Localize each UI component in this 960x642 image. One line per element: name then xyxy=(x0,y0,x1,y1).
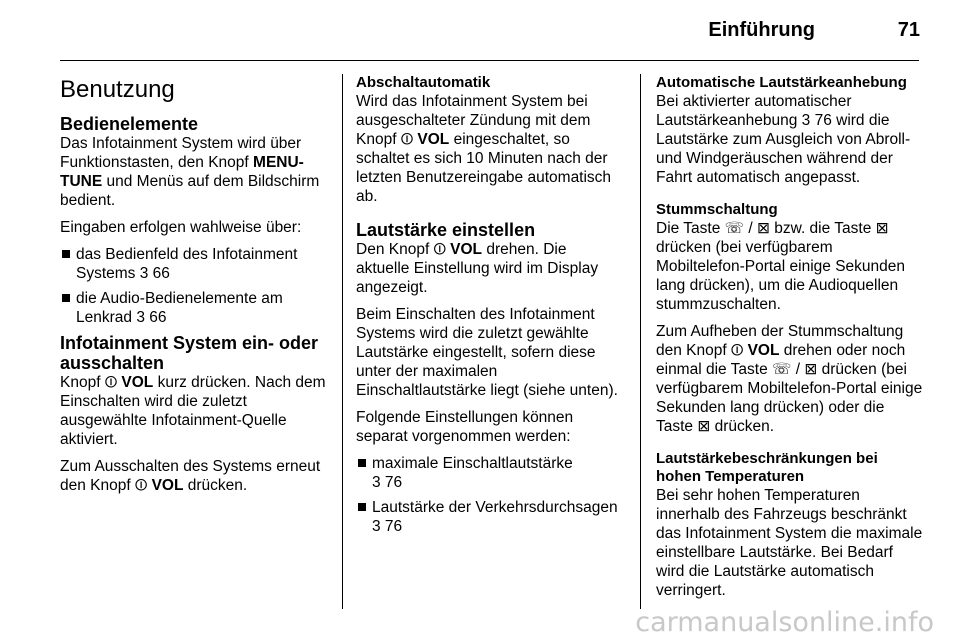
heading-ein-ausschalten: Infotainment System ein- oder ausschalten xyxy=(60,333,319,373)
power-icon: ⏼ xyxy=(104,374,118,391)
heading-automatische-lautstaerkeanhebung: Automatische Lautstärkeanhebung xyxy=(656,74,907,91)
list-item xyxy=(60,289,328,327)
chapter-title: Einführung xyxy=(708,19,815,41)
knob-name: VOL xyxy=(747,342,780,359)
page-reference: 3 76 xyxy=(801,112,832,129)
text: Zum Ausschalten des Systems erneut den Knopf xyxy=(60,458,321,494)
power-icon: ⏼ xyxy=(730,342,744,359)
heading-lautstaerkebeschraenkungen: Lautstärkebeschränkungen bei hohen Temperaturen xyxy=(656,450,878,485)
page-reference: 3 76 xyxy=(372,518,403,535)
text: drehen oder noch einmal die Taste ☏ / ⊠ drücken (bei verfügbarem Mobiltelefon-Portal einige Sekunden lang drücken) oder die Taste ⊠ drücken. xyxy=(656,342,923,435)
section-title: Benutzung xyxy=(60,76,175,103)
paragraph xyxy=(656,92,924,187)
column-2 xyxy=(356,74,624,542)
page-reference: 3 66 xyxy=(136,309,167,326)
text: und Menüs auf dem Bildschirm bedient. xyxy=(60,173,320,209)
paragraph: Folgende Einstellungen können separat vorgenommen werden: xyxy=(356,409,574,445)
knob-name: VOL xyxy=(151,477,184,494)
text: Bei aktivierter automatischer Lautstärkeanhebung xyxy=(656,93,852,129)
text: Wird das Infotainment System bei ausgeschalteter Zündung mit dem Knopf xyxy=(356,93,591,148)
text: Knopf xyxy=(60,374,105,391)
column-3 xyxy=(656,74,924,608)
power-icon: ⏼ xyxy=(134,477,148,494)
list-item xyxy=(356,454,624,492)
paragraph: Eingaben erfolgen wahlweise über: xyxy=(60,219,302,236)
column-1 xyxy=(60,74,328,503)
paragraph xyxy=(60,457,328,495)
paragraph xyxy=(60,373,328,449)
knob-name: MENU-TUNE xyxy=(60,154,304,190)
heading-lautstaerke-einstellen: Lautstärke einstellen xyxy=(356,220,536,240)
paragraph xyxy=(356,92,624,206)
text: Das Infotainment System wird über Funktionstasten, den Knopf xyxy=(60,135,302,171)
watermark: carmanualsonline.info xyxy=(635,607,934,638)
text: Zum Aufheben der Stummschaltung den Knopf xyxy=(656,323,904,359)
power-icon: ⏼ xyxy=(400,131,414,148)
list-item xyxy=(356,498,624,536)
list-item-text: Lautstärke der Verkehrsdurchsagen xyxy=(372,499,618,516)
paragraph: Die Taste ☏ / ⊠ bzw. die Taste ⊠ drücken (bei verfügbarem Mobiltelefon-Portal einige Sekunden lang drücken), um die Audioquellen stummzuschalten. xyxy=(656,220,906,313)
bullet-icon xyxy=(62,250,70,258)
knob-name: VOL xyxy=(450,241,483,258)
page-reference: 3 76 xyxy=(372,474,403,491)
text: wird die Lautstärke zum Ausgleich von Abroll- und Windgeräuschen während der Fahrt automatisch angepasst. xyxy=(656,112,911,186)
header-divider xyxy=(60,60,919,61)
knob-name: VOL xyxy=(121,374,154,391)
power-icon: ⏼ xyxy=(433,241,446,258)
paragraph: Bei sehr hohen Temperaturen innerhalb des Fahrzeugs beschränkt das Infotainment System die maximale einstellbare Lautstärke. Bei Bedarf wird die Lautstärke automatisch verringert. xyxy=(656,487,923,599)
text: drücken. xyxy=(183,477,248,494)
text: drehen. Die aktuelle Einstellung wird im Display angezeigt. xyxy=(356,241,599,296)
list-item-text: maximale Einschaltlautstärke xyxy=(372,455,573,472)
heading-abschaltautomatik: Abschaltautomatik xyxy=(356,74,491,91)
column-divider xyxy=(640,74,641,609)
heading-bedienelemente: Bedienelemente xyxy=(60,114,199,134)
bullet-icon xyxy=(62,294,70,302)
text: eingeschaltet, so schaltet es sich 10 Minuten nach der letzten Benutzereingabe automatisch ab. xyxy=(356,131,612,205)
bullet-icon xyxy=(358,459,366,467)
page-reference: 3 66 xyxy=(139,265,170,282)
list-item-text: die Audio-Bedienelemente am Lenkrad xyxy=(76,290,283,326)
list-item xyxy=(60,245,328,283)
paragraph xyxy=(60,134,328,210)
paragraph xyxy=(656,322,924,436)
page-number: 71 xyxy=(897,19,920,41)
paragraph xyxy=(356,240,624,297)
knob-name: VOL xyxy=(417,131,450,148)
paragraph: Beim Einschalten des Infotainment Systems wird die zuletzt gewählte Lautstärke eingestellt, sofern diese unter der maximalen Einschaltlautstärke liegt (siehe unten). xyxy=(356,306,618,399)
text: kurz drücken. Nach dem Einschalten wird die zuletzt ausgewählte Infotainment-Quelle aktiviert. xyxy=(60,374,326,448)
bullet-list xyxy=(356,454,624,536)
text: Den Knopf xyxy=(356,241,434,258)
bullet-icon xyxy=(358,503,366,511)
list-item-text: das Bedienfeld des Infotainment Systems xyxy=(76,246,298,282)
bullet-list xyxy=(60,245,328,327)
column-divider xyxy=(342,74,343,609)
heading-stummschaltung: Stummschaltung xyxy=(656,201,778,218)
